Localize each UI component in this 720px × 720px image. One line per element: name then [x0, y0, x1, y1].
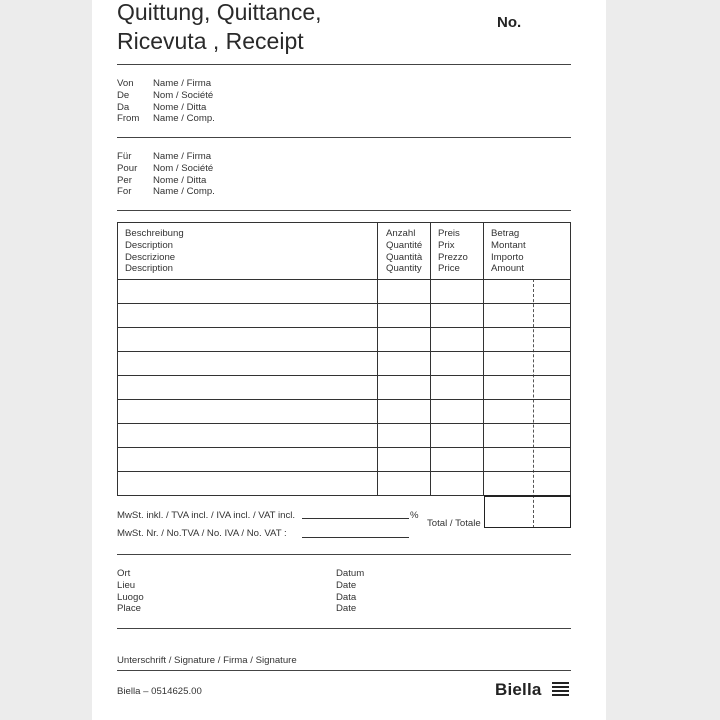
table-row-line	[117, 375, 571, 376]
table-row-line	[117, 423, 571, 424]
place-labels: Ort Lieu Luogo Place	[117, 568, 144, 615]
table-row-line	[117, 447, 571, 448]
table-row-line	[117, 351, 571, 352]
table-row-line	[117, 279, 571, 280]
column-header-price: Preis Prix Prezzo Price	[438, 228, 468, 275]
column-divider	[430, 222, 431, 496]
from-labels: Von De Da From	[117, 78, 140, 125]
column-header-amount: Betrag Montant Importo Amount	[491, 228, 526, 275]
column-header-description: Beschreibung Description Descrizione Description	[125, 228, 184, 275]
total-field[interactable]	[484, 495, 571, 528]
table-row-line	[117, 327, 571, 328]
title-line-1: Quittung, Quittance,	[117, 0, 322, 25]
column-divider	[483, 222, 484, 496]
brand-name: Biella	[495, 680, 542, 699]
column-header-quantity: Anzahl Quantité Quantità Quantity	[386, 228, 423, 275]
from-divider	[117, 137, 571, 138]
brand-mark-icon	[552, 682, 569, 697]
to-labels: Für Pour Per For	[117, 151, 138, 198]
vat-number-label: MwSt. Nr. / No.TVA / No. IVA / No. VAT :	[117, 528, 287, 539]
table-row-line	[117, 303, 571, 304]
vat-percent-sign: %	[410, 510, 419, 521]
vat-divider	[117, 554, 571, 555]
title-divider	[117, 64, 571, 65]
place-date-divider	[117, 628, 571, 629]
table-row-line	[117, 471, 571, 472]
from-fields: Name / Firma Nom / Société Nome / Ditta Name / Comp.	[153, 78, 215, 125]
to-fields: Name / Firma Nom / Société Nome / Ditta Name / Comp.	[153, 151, 215, 198]
column-divider	[377, 222, 378, 496]
vat-number-field[interactable]	[302, 537, 409, 538]
receipt-title	[117, 0, 322, 55]
receipt-number-label: No.	[497, 14, 522, 31]
total-label: Total / Totale	[427, 518, 481, 529]
date-labels: Datum Date Data Date	[336, 568, 365, 615]
signature-line	[117, 670, 571, 671]
brand-logo	[495, 680, 542, 700]
amount-decimal-divider	[533, 279, 534, 528]
table-row-line	[117, 399, 571, 400]
title-line-2: Ricevuta , Receipt	[117, 28, 304, 54]
form-code: Biella – 0514625.00	[117, 686, 202, 697]
signature-label: Unterschrift / Signature / Firma / Signature	[117, 655, 297, 666]
vat-rate-field[interactable]	[302, 518, 409, 519]
vat-included-label: MwSt. inkl. / TVA incl. / IVA incl. / VAT incl.	[117, 510, 296, 521]
to-divider	[117, 210, 571, 211]
